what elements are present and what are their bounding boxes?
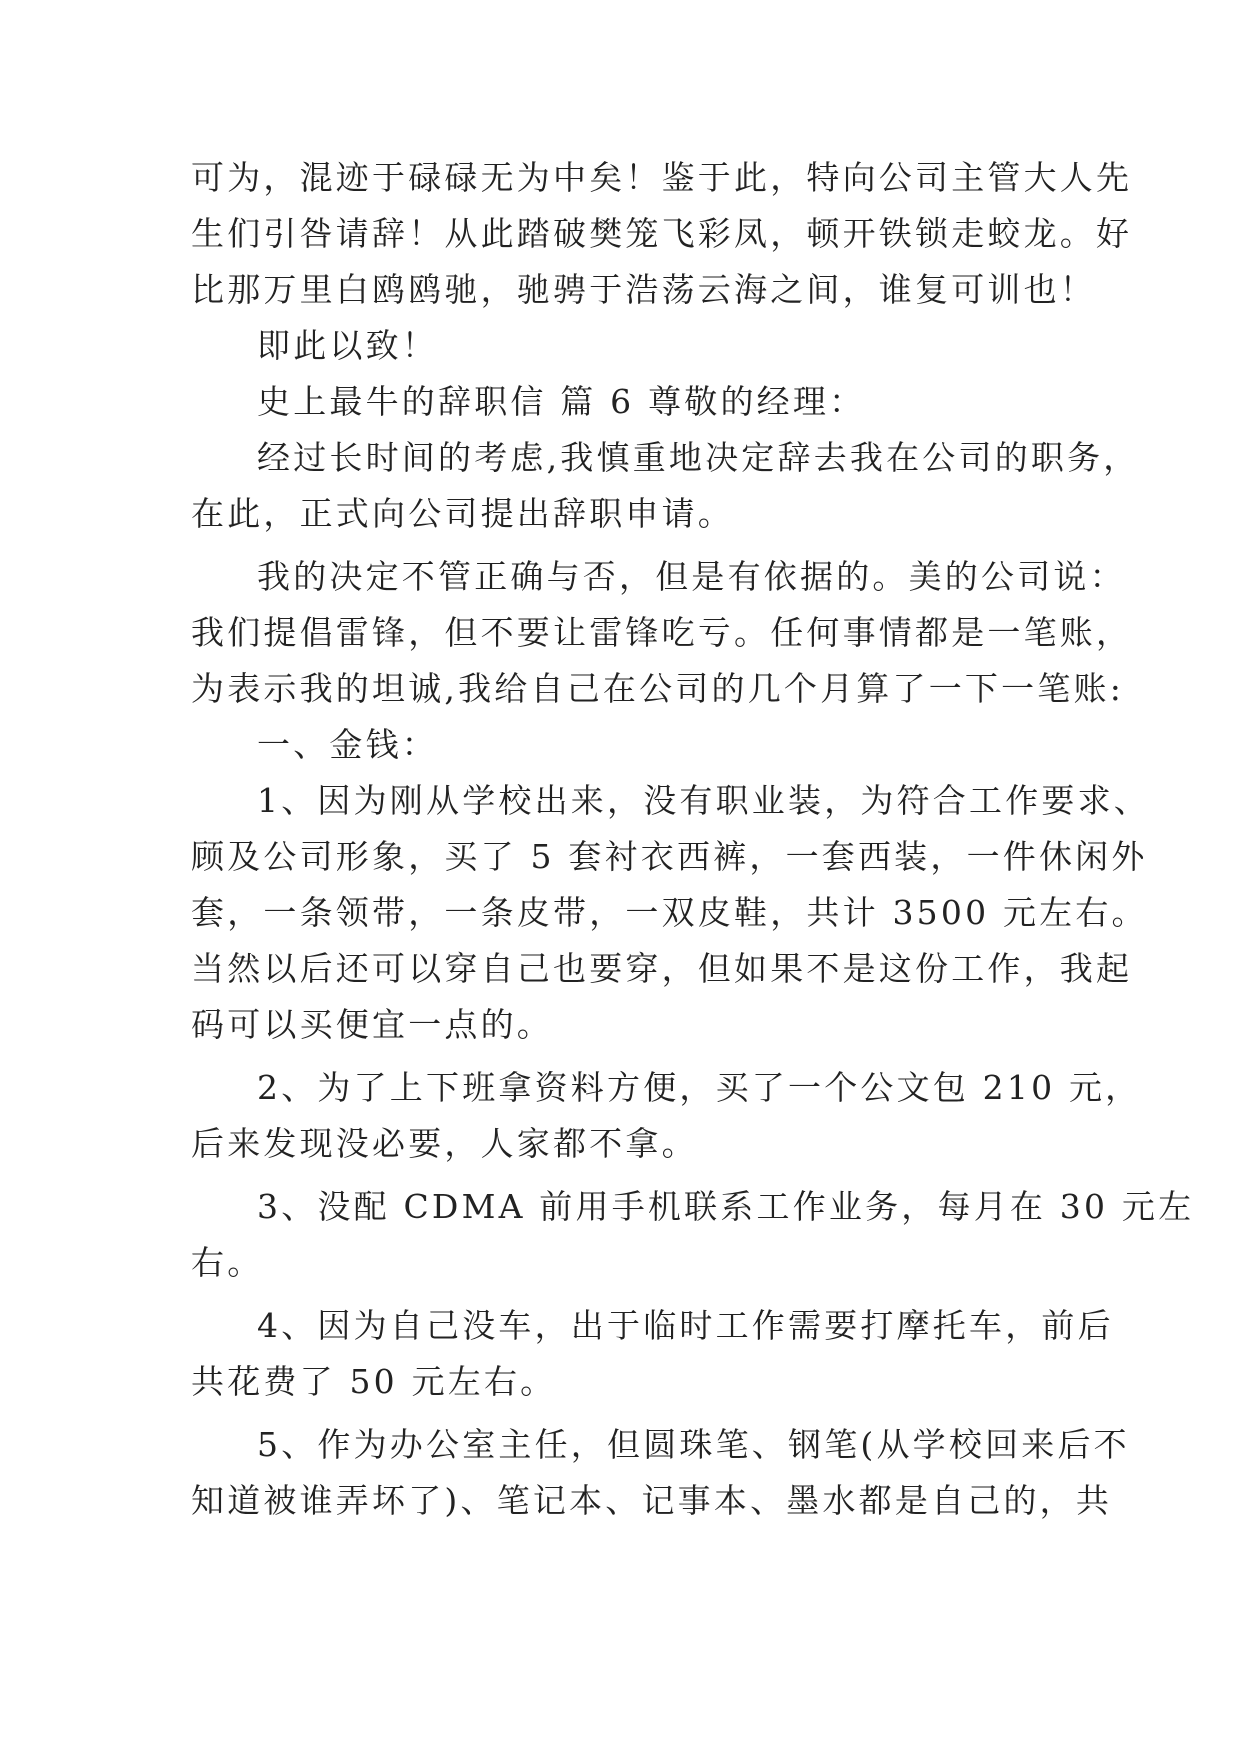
section-heading: 史上最牛的辞职信 篇 6 尊敬的经理： <box>257 382 866 421</box>
text-line: 经过长时间的考虑,我慎重地决定辞去我在公司的职务， <box>257 438 1140 477</box>
text-line: 3、没配 CDMA 前用手机联系工作业务，每月在 30 元左 <box>257 1187 1195 1226</box>
text-line: 右。 <box>191 1243 264 1282</box>
text-line: 知道被谁弄坏了)、笔记本、记事本、墨水都是自己的，共 <box>191 1481 1113 1520</box>
text-line: 后来发现没必要，人家都不拿。 <box>191 1124 698 1163</box>
text-line: 共花费了 50 元左右。 <box>191 1362 557 1401</box>
text-line: 我们提倡雷锋，但不要让雷锋吃亏。任何事情都是一笔账， <box>191 613 1133 652</box>
text-line: 码可以买便宜一点的。 <box>191 1005 553 1044</box>
text-line: 我的决定不管正确与否，但是有依据的。美的公司说： <box>257 557 1126 596</box>
text-line: 1、因为刚从学校出来，没有职业装，为符合工作要求、 <box>257 781 1150 820</box>
text-line: 2、为了上下班拿资料方便，买了一个公文包 210 元， <box>257 1068 1142 1107</box>
text-line: 套，一条领带，一条皮带，一双皮鞋，共计 3500 元左右。 <box>191 893 1148 932</box>
text-line: 当然以后还可以穿自己也要穿，但如果不是这份工作，我起 <box>191 949 1133 988</box>
text-line: 比那万里白鸥鸥驰，驰骋于浩荡云海之间，谁复可训也！ <box>191 270 1096 309</box>
text-line: 可为，混迹于碌碌无为中矣！鉴于此，特向公司主管大人先 <box>191 158 1133 197</box>
text-line: 5、作为办公室主任，但圆珠笔、钢笔(从学校回来后不 <box>257 1425 1130 1464</box>
text-line: 即此以致！ <box>257 326 438 365</box>
text-line: 在此，正式向公司提出辞职申请。 <box>191 494 734 533</box>
letter-body <box>191 158 1195 1521</box>
text-line: 为表示我的坦诚,我给自己在公司的几个月算了一下一笔账: <box>191 669 1125 708</box>
text-line: 4、因为自己没车，出于临时工作需要打摩托车，前后 <box>257 1306 1114 1345</box>
text-line: 顾及公司形象，买了 5 套衬衣西裤，一套西装，一件休闲外 <box>191 837 1148 876</box>
text-line: 一、金钱： <box>257 725 438 764</box>
text-line: 生们引咎请辞！从此踏破樊笼飞彩凤，顿开铁锁走蛟龙。好 <box>191 214 1133 253</box>
